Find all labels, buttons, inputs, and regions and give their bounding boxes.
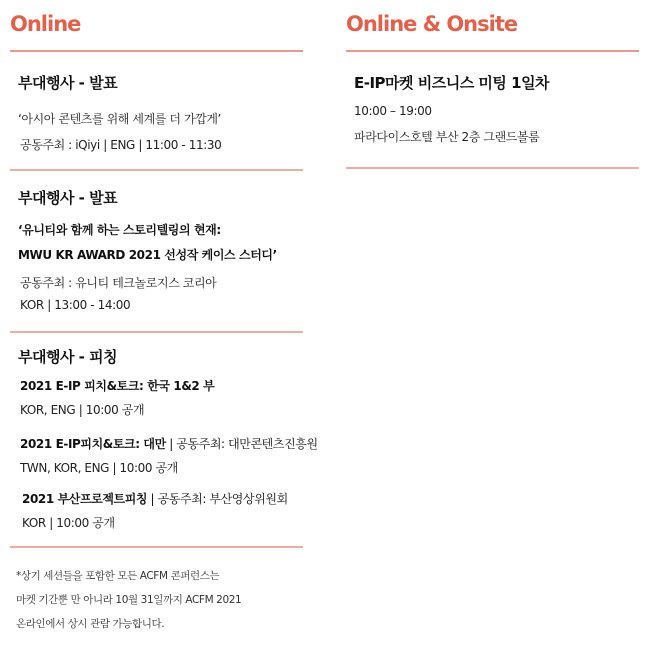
online-heading: Online bbox=[10, 12, 81, 36]
online-heading-rule bbox=[10, 50, 303, 52]
section-1-line-1: ‘아시아 콘텐츠를 위해 세계를 더 가깝게’ bbox=[18, 112, 221, 126]
pitch-item-3-title: 2021 부산프로젝트피칭 bbox=[22, 492, 148, 506]
onsite-divider bbox=[346, 167, 639, 169]
pitch-item-3 bbox=[22, 490, 288, 507]
onsite-event-venue: 파라다이스호텔 부산 2층 그랜드볼룸 bbox=[354, 130, 540, 144]
section-2-divider bbox=[10, 331, 303, 333]
pitch-item-2-host: | 공동주최: 대만콘텐츠진흥원 bbox=[165, 437, 318, 451]
pitch-item-2-title: 2021 E-IP피치&토크: 대만 bbox=[20, 437, 166, 451]
section-3-title: 부대행사 - 피칭 bbox=[18, 348, 118, 366]
onsite-heading: Online & Onsite bbox=[346, 12, 518, 36]
section-2-line-4: KOR | 13:00 - 14:00 bbox=[20, 298, 131, 312]
section-2-line-3: 공동주최 : 유니티 테크놀로지스 코리아 bbox=[20, 276, 217, 290]
footnote-line-3: 온라인에서 상시 관람 가능합니다. bbox=[16, 618, 165, 630]
pitch-item-1 bbox=[20, 377, 214, 394]
onsite-event-title: E-IP마켓 비즈니스 미팅 1일차 bbox=[354, 74, 550, 92]
section-2-line-2: MWU KR AWARD 2021 선성작 케이스 스터디’ bbox=[18, 248, 277, 262]
pitch-item-1-title: 2021 E-IP 피치&토크: 한국 1&2 부 bbox=[20, 379, 215, 393]
footnote-line-1: *상기 세션들을 포함한 모든 ACFM 콘퍼런스는 bbox=[16, 570, 220, 582]
pitch-item-3-host: | 공동주최: 부산영상위원회 bbox=[147, 492, 288, 506]
section-1-line-2: 공동주최 : iQiyi | ENG | 11:00 - 11:30 bbox=[20, 138, 222, 152]
section-2-title: 부대행사 - 발표 bbox=[18, 189, 118, 207]
pitch-item-2-detail: TWN, KOR, ENG | 10:00 공개 bbox=[20, 461, 178, 475]
section-2-line-1: ‘유니티와 함께 하는 스토리텔링의 현재: bbox=[18, 223, 221, 237]
pitch-item-2 bbox=[20, 435, 318, 452]
onsite-event-time: 10:00 – 19:00 bbox=[354, 104, 432, 118]
section-3-divider bbox=[10, 546, 303, 548]
section-1-divider bbox=[10, 169, 303, 171]
section-1-title: 부대행사 - 발표 bbox=[18, 74, 118, 92]
pitch-item-3-detail: KOR | 10:00 공개 bbox=[22, 516, 115, 530]
pitch-item-1-detail: KOR, ENG | 10:00 공개 bbox=[20, 403, 145, 417]
onsite-heading-rule bbox=[346, 50, 639, 52]
footnote-line-2: 마켓 기간뿐 만 아니라 10월 31일까지 ACFM 2021 bbox=[16, 594, 242, 606]
